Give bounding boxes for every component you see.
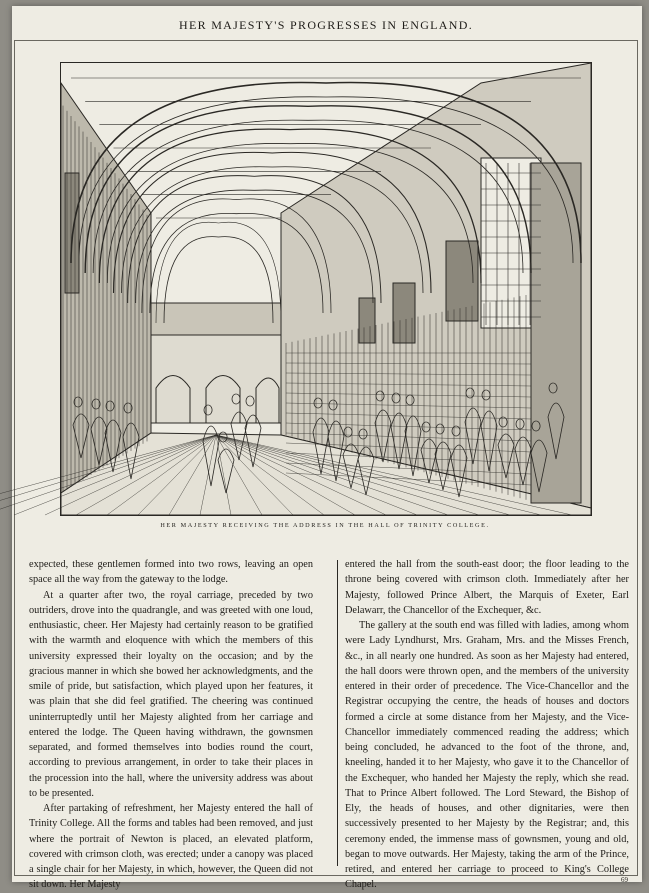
book-page — [12, 6, 642, 891]
engraving-caption: HER MAJESTY RECEIVING THE ADDRESS IN THE HALL OF TRINITY COLLEGE. — [160, 522, 490, 529]
hall-engraving — [60, 62, 592, 516]
paragraph: The gallery at the south end was filled with ladies, among whom were Lady Lyndhurst, Mrs. Graham, Mrs. and the Misses French, &c., in all nearly one hundred. As soon as her Majesty had entered, the hall doors were thrown open, and the members of the university entered in their order of precedence. The Vice-Chancellor and the Registrar occupying the centre, the heads of houses and doctors formed a circle at some distance from her Majesty, and the Vice-Chancellor immediately commenced reading the address; which being concluded, he advanced to the foot of the throne, and, kneeling, handed it to her Majesty, who gave it to the Chancellor of the Exchequer, who handed her Majesty the reply, which she read. That to Prince Albert followed. The Lord Steward, the Bishop of Ely, the heads of houses, and other dignitaries, were then successively presented to her Majesty by the Registrar; and, this ceremony ended, the immense mass of gownsmen, young and old, began to move outwards. Her Majesty, taking the arm of the Prince, retired, and entered her carriage to proceed to King's College Chapel. — [345, 620, 629, 891]
paragraph: entered the hall from the south-east door; the floor leading to the throne being covered with crimson cloth. Immediately after her Majesty, followed Prince Albert, the Marquis of Exeter, Earl Delawarr, the Chancellor of the Exchequer, &c. — [345, 559, 629, 616]
paragraph: After partaking of refreshment, her Majesty entered the hall of Trinity College. All the forms and tables had been removed, and just where the portrait of Newton is placed, an elevated platform, covered with crimson cloth, was erected; under a canopy was placed a single chair for her Majesty, in which, however, the Queen did not sit down. Her Majesty — [29, 803, 313, 891]
running-header: HER MAJESTY'S PROGRESSES IN ENGLAND. — [14, 10, 638, 41]
text-column-left — [29, 557, 313, 891]
column-divider — [337, 560, 338, 866]
paragraph: At a quarter after two, the royal carriage, preceded by two outriders, drove into the quadrangle, and was greeted with one loud, enthusiastic, cheer. Her Majesty had certainly reason to be gratified with the warmth and eloquence with which the members of this university expressed their loyalty on the occasion; and by the gracious manner in which she bowed her acknowledgments, and the smile of pride, but satisfaction, which played upon her features, it was plain that she did feel gratified. The cheering was continued uninterruptedly until her Majesty alighted from her carriage and entered the lodge. The Queen having withdrawn, the gownsmen separated, and formed themselves into bodies round the court, according to previous arrangement, in order to take their places in the procession into the hall, where the university address was about to be presented. — [29, 589, 313, 799]
page-number: 69 — [621, 876, 628, 884]
paragraph: expected, these gentlemen formed into two rows, leaving an open space all the way from the gateway to the lodge. — [29, 559, 313, 586]
